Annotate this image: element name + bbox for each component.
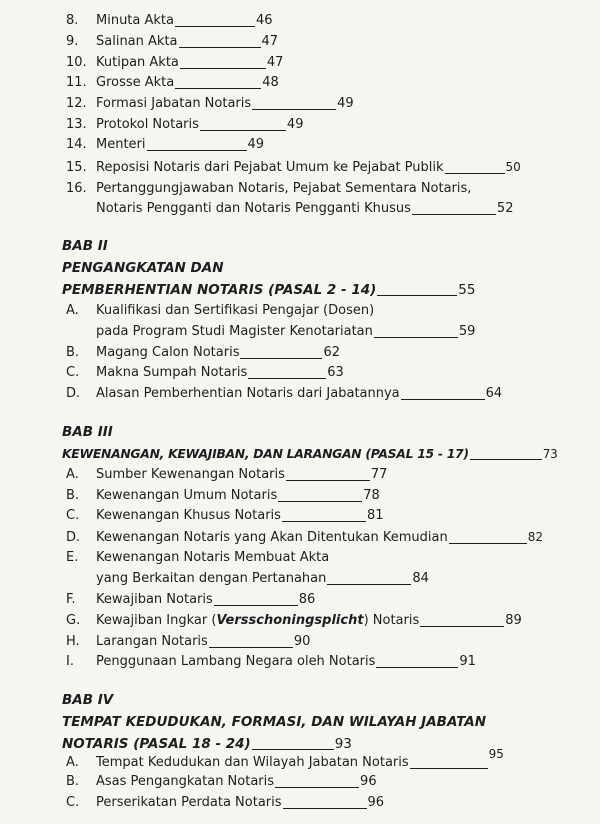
entry-page: 82	[527, 530, 544, 544]
entry-title: Alasan Pemberhentian Notaris dari Jabatannya	[96, 386, 400, 401]
toc-entry	[66, 180, 471, 198]
entry-number: A.	[66, 755, 79, 770]
toc-entry	[66, 466, 387, 484]
chapter-number: BAB II	[62, 238, 108, 254]
entry-number: 8.	[66, 13, 79, 28]
chapter-title: PENGANGKATAN DAN	[62, 260, 224, 276]
toc-entry	[66, 747, 504, 772]
entry-title: Kutipan Akta	[96, 55, 179, 70]
dot-leader	[252, 109, 336, 110]
dot-leader	[282, 521, 366, 522]
toc-entry	[66, 794, 384, 812]
toc-entry-continuation	[96, 200, 513, 218]
toc-entry	[66, 74, 279, 92]
entry-page: 95	[488, 747, 504, 761]
dot-leader	[209, 647, 293, 648]
entry-title: Kewenangan Notaris Membuat Akta	[96, 550, 330, 565]
dot-leader	[248, 378, 326, 379]
entry-page: 91	[459, 654, 476, 669]
dot-leader	[420, 626, 504, 627]
chapter-title-line	[62, 445, 557, 463]
entry-title: pada Program Studi Magister Kenotariatan	[96, 324, 373, 339]
dot-leader	[410, 768, 488, 769]
dot-leader	[286, 480, 370, 481]
toc-entry	[66, 653, 476, 671]
toc-entry	[66, 136, 264, 154]
entry-number: B.	[66, 345, 80, 360]
dot-leader	[179, 47, 261, 48]
entry-title: Protokol Notaris	[96, 117, 199, 132]
entry-page: 47	[261, 34, 279, 49]
entry-page: 49	[337, 96, 354, 111]
chapter-page: 93	[334, 736, 352, 752]
entry-number: D.	[66, 386, 81, 401]
dot-leader	[180, 68, 266, 69]
entry-number: C.	[66, 508, 80, 523]
chapter-number: BAB IV	[62, 692, 114, 708]
toc-entry	[66, 549, 329, 567]
entry-title: Sumber Kewenangan Notaris	[96, 467, 285, 482]
entry-page: 81	[366, 508, 384, 523]
toc-entry	[66, 344, 340, 362]
entry-number: 9.	[66, 34, 79, 49]
dot-leader	[175, 88, 261, 89]
entry-page: 86	[298, 592, 316, 607]
entry-page: 49	[286, 117, 304, 132]
toc-entry	[66, 487, 380, 505]
entry-page: 63	[327, 365, 344, 380]
entry-title: Penggunaan Lambang Negara oleh Notaris	[96, 654, 376, 669]
entry-number: 12.	[66, 96, 87, 111]
dot-leader	[252, 749, 334, 750]
dot-leader	[449, 543, 527, 544]
dot-leader	[445, 173, 505, 174]
entry-title: Kewenangan Khusus Notaris	[96, 508, 281, 523]
chapter-title-line	[62, 735, 352, 753]
chapter-title-line	[62, 281, 475, 299]
toc-entry	[66, 54, 283, 72]
entry-title: Minuta Akta	[96, 13, 174, 28]
entry-page: 90	[293, 634, 311, 649]
entry-page: 78	[363, 488, 380, 503]
entry-page: 77	[370, 467, 388, 482]
entry-title: Formasi Jabatan Notaris	[96, 96, 252, 111]
dot-leader	[412, 214, 496, 215]
chapter-title: PEMBERHENTIAN NOTARIS (PASAL 2 - 14)	[62, 282, 377, 298]
entry-number: C.	[66, 795, 80, 810]
dot-leader	[470, 459, 542, 460]
dot-leader	[175, 26, 255, 27]
entry-page: 84	[412, 571, 429, 586]
dot-leader	[327, 584, 411, 585]
toc-entry	[66, 773, 377, 791]
entry-title-italic-term: Versschoningsplicht	[216, 613, 364, 628]
entry-title: Magang Calon Notaris	[96, 345, 240, 360]
toc-entry	[66, 612, 522, 630]
entry-title: Grosse Akta	[96, 75, 175, 90]
entry-page: 46	[256, 13, 273, 28]
dot-leader	[377, 295, 457, 296]
entry-title	[96, 612, 419, 630]
chapter-number: BAB III	[62, 424, 113, 440]
entry-number: F.	[66, 592, 76, 607]
entry-title-part: Kewajiban Ingkar (	[96, 613, 217, 628]
dot-leader	[240, 358, 322, 359]
toc-entry	[66, 364, 344, 382]
entry-title: Notaris Pengganti dan Notaris Pengganti Khusus	[96, 201, 411, 216]
chapter-label	[62, 691, 113, 709]
entry-number: B.	[66, 774, 80, 789]
entry-number: C.	[66, 365, 80, 380]
dot-leader	[214, 605, 298, 606]
dot-leader	[401, 399, 485, 400]
entry-page: 48	[262, 75, 279, 90]
toc-entry	[66, 116, 303, 134]
entry-page: 47	[266, 55, 284, 70]
dot-leader	[283, 808, 367, 809]
toc-entry	[66, 385, 502, 403]
entry-number: A.	[66, 467, 79, 482]
entry-page: 52	[496, 201, 514, 216]
entry-title: Tempat Kedudukan dan Wilayah Jabatan Notaris	[96, 755, 409, 770]
entry-number: 15.	[66, 160, 87, 175]
entry-title: Asas Pengangkatan Notaris	[96, 774, 275, 789]
entry-title-part: ) Notaris	[363, 613, 420, 628]
entry-number: 11.	[66, 75, 87, 90]
chapter-page: 55	[458, 282, 476, 298]
entry-page: 62	[323, 345, 341, 360]
dot-leader	[376, 667, 458, 668]
chapter-title: KEWENANGAN, KEWAJIBAN, DAN LARANGAN (PASAL 15 - 17)	[62, 446, 469, 461]
entry-title: Menteri	[96, 137, 146, 152]
dot-leader	[200, 130, 286, 131]
chapter-title: NOTARIS (PASAL 18 - 24)	[62, 736, 251, 752]
dot-leader	[374, 337, 458, 338]
toc-entry	[66, 302, 374, 320]
chapter-label	[62, 423, 113, 441]
entry-page: 50	[505, 160, 521, 174]
entry-number: 13.	[66, 117, 87, 132]
entry-number: D.	[66, 530, 81, 545]
toc-entry	[66, 33, 278, 51]
entry-number: 10.	[66, 55, 87, 70]
toc-entry-continuation	[96, 570, 429, 588]
toc-entry	[66, 591, 315, 609]
chapter-page: 73	[542, 447, 558, 461]
entry-title: Salinan Akta	[96, 34, 178, 49]
entry-title: Kualifikasi dan Sertifikasi Pengajar (Dosen)	[96, 303, 375, 318]
toc-entry	[66, 507, 383, 525]
chapter-title-line	[62, 713, 486, 731]
entry-title: yang Berkaitan dengan Pertanahan	[96, 571, 327, 586]
entry-page: 89	[505, 613, 522, 628]
toc-entry	[66, 158, 521, 177]
entry-title: Makna Sumpah Notaris	[96, 365, 248, 380]
entry-number: B.	[66, 488, 80, 503]
entry-title: Larangan Notaris	[96, 634, 208, 649]
entry-number: I.	[66, 654, 74, 669]
toc-entry-continuation	[96, 323, 475, 341]
entry-page: 64	[485, 386, 503, 401]
entry-title: Kewenangan Notaris yang Akan Ditentukan Kemudian	[96, 530, 448, 545]
entry-title: Kewajiban Notaris	[96, 592, 213, 607]
entry-number: 14.	[66, 137, 87, 152]
toc-entry	[66, 12, 273, 30]
dot-leader	[275, 787, 359, 788]
entry-number: A.	[66, 303, 79, 318]
entry-page: 96	[360, 774, 377, 789]
chapter-label	[62, 237, 108, 255]
entry-number: E.	[66, 550, 79, 565]
chapter-title: TEMPAT KEDUDUKAN, FORMASI, DAN WILAYAH JABATAN	[62, 714, 487, 730]
entry-number: G.	[66, 613, 81, 628]
chapter-title-line	[62, 259, 224, 277]
entry-number: 16.	[66, 181, 87, 196]
dot-leader	[278, 501, 362, 502]
entry-title: Pertanggungjawaban Notaris, Pejabat Sementara Notaris,	[96, 181, 472, 196]
entry-page: 96	[367, 795, 385, 810]
dot-leader	[147, 150, 247, 151]
toc-entry	[66, 633, 310, 651]
entry-page: 59	[458, 324, 476, 339]
entry-number: H.	[66, 634, 80, 649]
entry-title: Reposisi Notaris dari Pejabat Umum ke Pejabat Publik	[96, 160, 444, 175]
toc-entry	[66, 95, 354, 113]
entry-title: Perserikatan Perdata Notaris	[96, 795, 282, 810]
entry-title: Kewenangan Umum Notaris	[96, 488, 278, 503]
entry-page: 49	[247, 137, 265, 152]
toc-entry	[66, 528, 543, 547]
